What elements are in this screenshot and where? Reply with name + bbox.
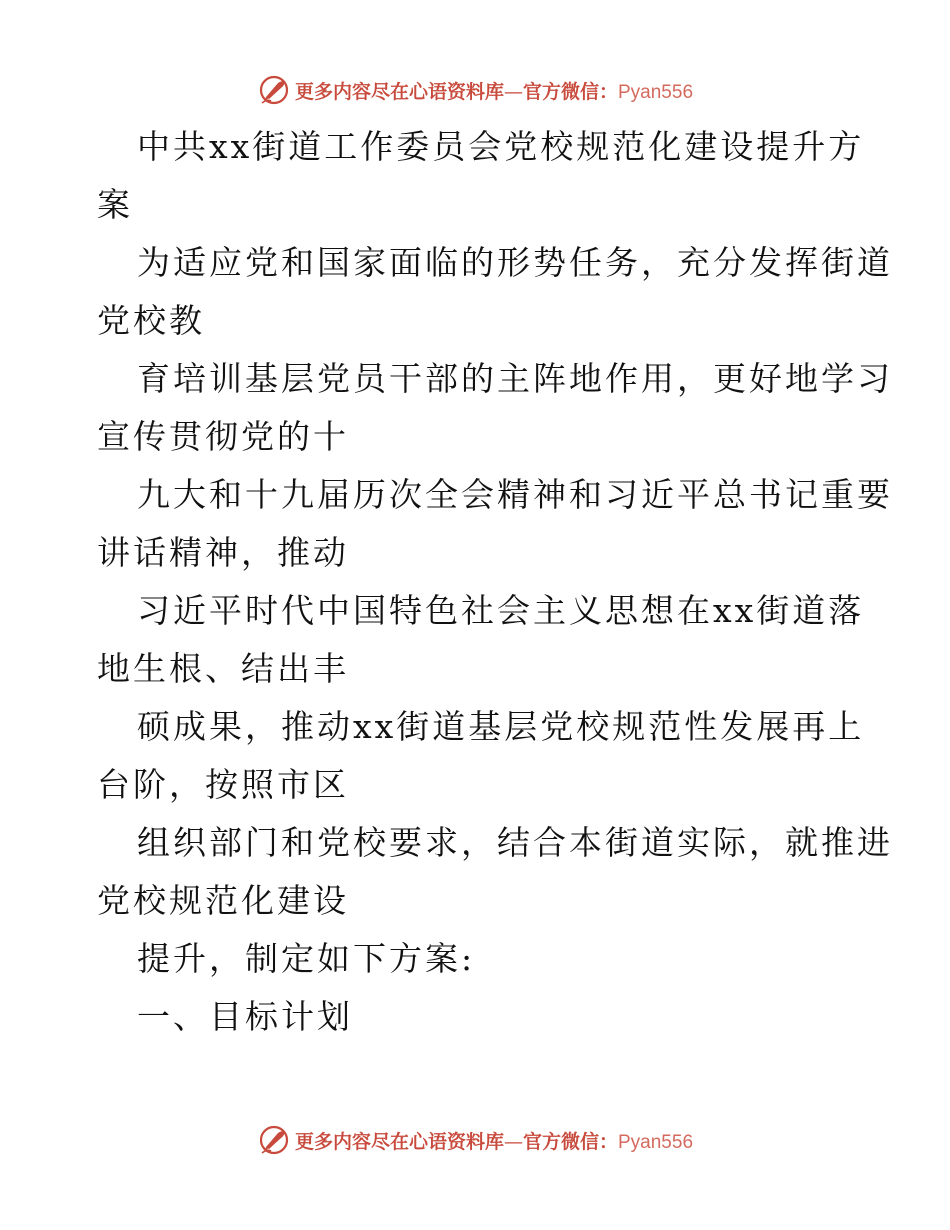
paragraph-line: 组织部门和党校要求，结合本街道实际，就推进: [137, 823, 893, 862]
quill-pen-logo-icon: [257, 73, 291, 107]
paragraph-line: 九大和十九届历次全会精神和习近平总书记重要: [137, 475, 893, 514]
paragraph-line: 提升，制定如下方案:: [137, 939, 476, 978]
paragraph-line: 宣传贯彻党的十: [97, 417, 349, 456]
watermark-main: 更多内容尽在心语资料库: [294, 1130, 504, 1153]
section-heading: 一、目标计划: [137, 997, 353, 1036]
document-body: [97, 118, 893, 1046]
watermark-tail: 官方微信：: [522, 1130, 618, 1153]
paragraph-line: 地生根、结出丰: [97, 649, 349, 688]
document-title-line-2: 案: [97, 185, 133, 224]
paragraph-line: 硕成果，推动xx街道基层党校规范性发展再上: [137, 707, 865, 746]
watermark-text: [295, 77, 693, 104]
document-title-line-1: 中共xx街道工作委员会党校规范化建设提升方: [137, 127, 865, 166]
watermark-main: 更多内容尽在心语资料库: [294, 80, 504, 103]
watermark-wechat-id: Pyan556: [618, 81, 694, 103]
paragraph-line: 习近平时代中国特色社会主义思想在xx街道落: [137, 591, 865, 630]
paragraph-line: 讲话精神，推动: [97, 533, 349, 572]
watermark-tail: 官方微信：: [522, 80, 618, 103]
paragraph-line: 台阶，按照市区: [97, 765, 349, 804]
footer-watermark: [0, 1120, 950, 1160]
paragraph-line: 为适应党和国家面临的形势任务，充分发挥街道: [137, 243, 893, 282]
paragraph-line: 育培训基层党员干部的主阵地作用，更好地学习: [137, 359, 893, 398]
quill-pen-logo-icon: [257, 1123, 291, 1157]
watermark-separator: —: [503, 1130, 523, 1153]
paragraph-line: 党校规范化建设: [97, 881, 349, 920]
watermark-wechat-id: Pyan556: [618, 1131, 694, 1153]
header-watermark: [0, 70, 950, 110]
paragraph-line: 党校教: [97, 301, 205, 340]
watermark-separator: —: [503, 80, 523, 103]
watermark-text: [295, 1127, 693, 1154]
